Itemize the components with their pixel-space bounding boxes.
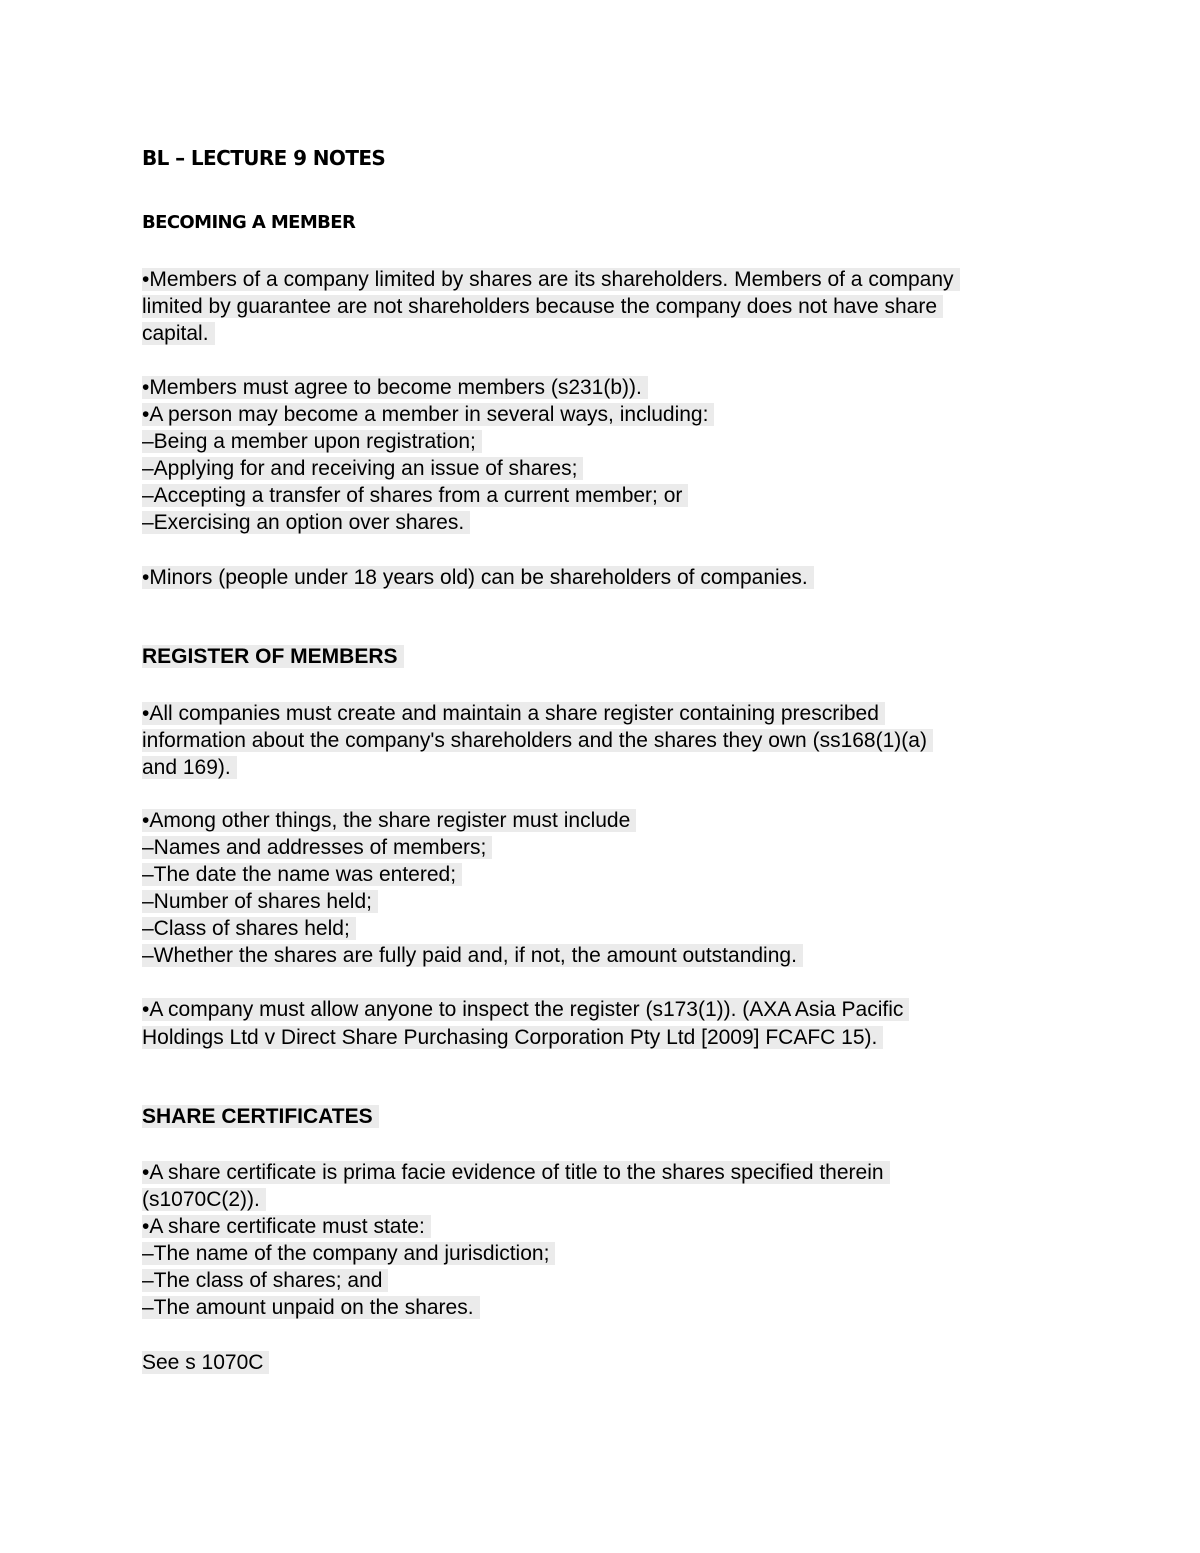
sub-item: –The name of the company and jurisdiction; [142,1240,555,1267]
paragraph-line: •A share certificate is prima facie evidence of title to the shares specified therein [142,1159,890,1186]
bullet-item: •Members must agree to become members (s231(b)). [142,374,648,401]
sub-item: –The class of shares; and [142,1267,388,1294]
paragraph-line: Holdings Ltd v Direct Share Purchasing Corporation Pty Ltd [2009] FCAFC 15). [142,1024,883,1051]
paragraph-line: information about the company's shareholders and the shares they own (ss168(1)(a) [142,727,933,754]
paragraph-line: •Members of a company limited by shares are its shareholders. Members of a company [142,266,960,293]
sub-item: –Exercising an option over shares. [142,509,470,536]
paragraph-line: (s1070C(2)). [142,1186,266,1213]
sub-item: –Applying for and receiving an issue of shares; [142,455,583,482]
paragraph-line: See s 1070C [142,1349,269,1376]
bullet-item: •A person may become a member in several ways, including: [142,401,714,428]
sub-item: –Class of shares held; [142,915,356,942]
sub-item: –Accepting a transfer of shares from a current member; or [142,482,688,509]
sub-item: –Whether the shares are fully paid and, if not, the amount outstanding. [142,942,803,969]
sub-item: –The date the name was entered; [142,861,462,888]
paragraph-line: and 169). [142,754,237,781]
sub-item: –Being a member upon registration; [142,428,482,455]
sub-item: –Number of shares held; [142,888,378,915]
sub-item: –Names and addresses of members; [142,834,492,861]
sub-item: –The amount unpaid on the shares. [142,1294,480,1321]
paragraph-line: capital. [142,320,215,347]
section-heading-share-certificates: SHARE CERTIFICATES [142,1105,379,1129]
section-heading-becoming-a-member: BECOMING A MEMBER [142,212,356,233]
bullet-item: •Among other things, the share register must include [142,807,636,834]
bullet-item: •Minors (people under 18 years old) can be shareholders of companies. [142,564,814,591]
section-heading-register-of-members: REGISTER OF MEMBERS [142,645,404,669]
paragraph-line: limited by guarantee are not shareholders because the company does not have share [142,293,943,320]
document-title: BL – LECTURE 9 NOTES [142,146,386,170]
paragraph-line: •A company must allow anyone to inspect the register (s173(1)). (AXA Asia Pacific [142,996,909,1023]
paragraph-line: •All companies must create and maintain a share register containing prescribed [142,700,885,727]
bullet-item: •A share certificate must state: [142,1213,431,1240]
